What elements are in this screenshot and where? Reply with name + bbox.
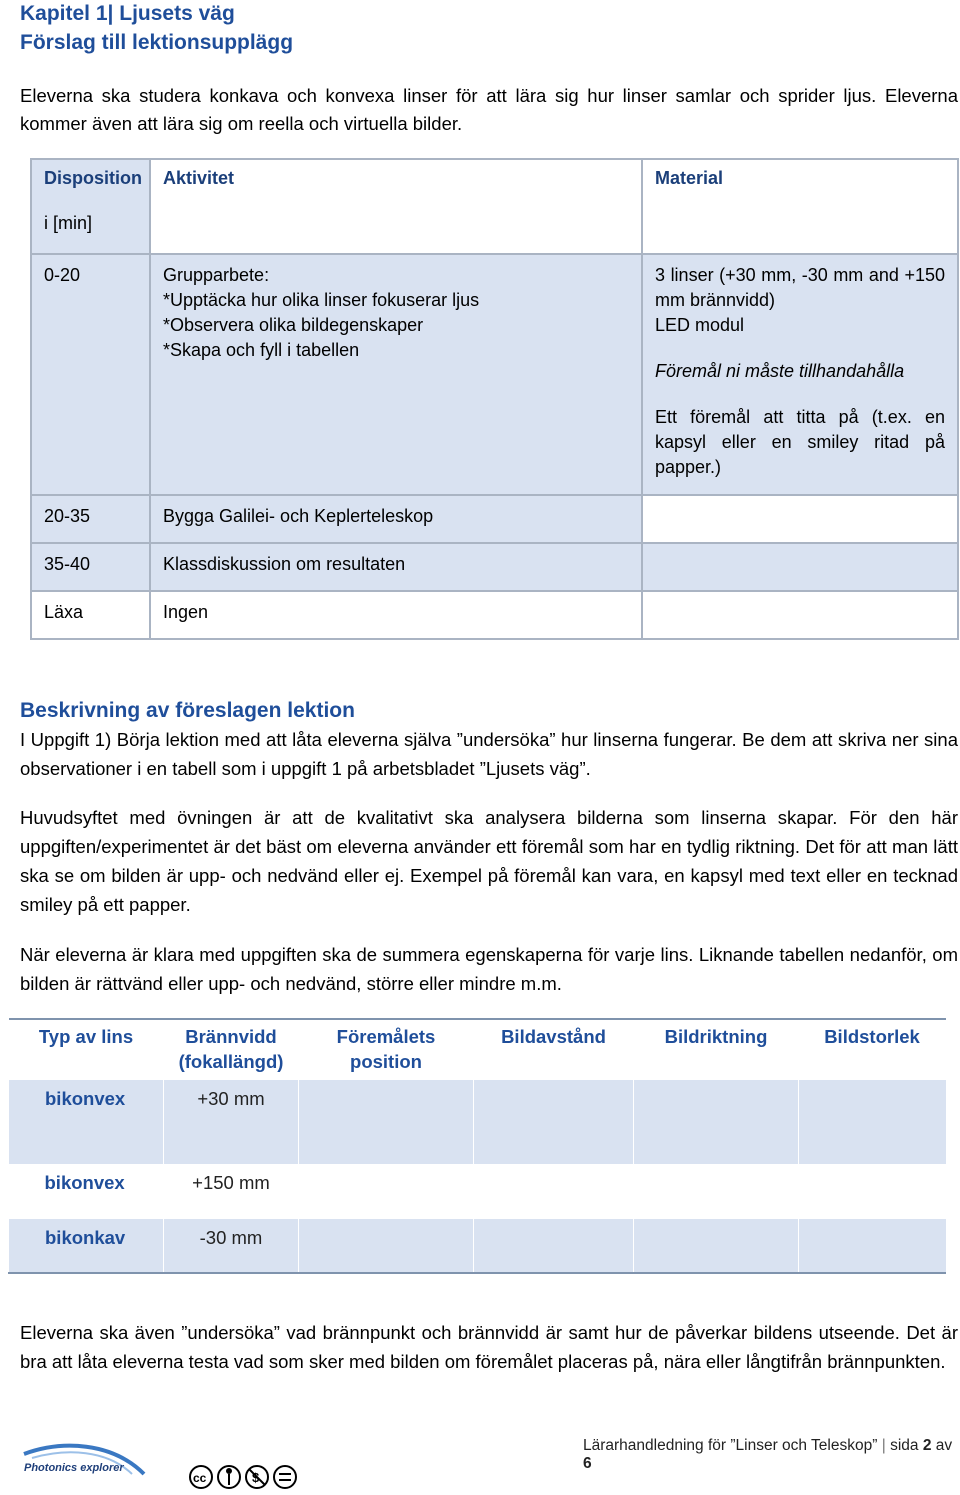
logo-swoosh-icon: [22, 1440, 147, 1480]
activity-cell: Klassdiskussion om resultaten: [150, 543, 642, 591]
logo-text: Photonics explorer: [24, 1462, 124, 1474]
lens-focal: -30 mm: [164, 1219, 299, 1273]
activity-header-cell: [150, 159, 642, 254]
table-cell: [299, 1080, 474, 1164]
footer-of: av: [935, 1437, 953, 1454]
creative-commons-badge: [188, 1464, 300, 1495]
footer-page-total: 6: [583, 1455, 592, 1472]
disposition-table: [30, 158, 959, 640]
lens-table-header: Brännvidd (fokallängd): [164, 1019, 299, 1080]
svg-text:cc: cc: [193, 1471, 207, 1485]
time-cell: Läxa: [31, 591, 150, 639]
lens-table-header: Bildstorlek: [799, 1019, 946, 1080]
lens-focal: +150 mm: [164, 1164, 299, 1219]
activity-header: Aktivitet: [163, 168, 235, 188]
table-cell: [299, 1164, 474, 1219]
time-cell: 0-20: [31, 254, 150, 495]
noderivatives-icon: [274, 1466, 296, 1488]
table-cell: [634, 1080, 799, 1164]
table-cell: [474, 1080, 634, 1164]
material-line: 3 linser (+30 mm, -30 mm and +150 mm brännvidd): [655, 265, 945, 310]
chapter-title: Kapitel 1| Ljusets väg: [20, 2, 235, 25]
material-cell: [642, 254, 958, 495]
table-row: [9, 1219, 946, 1273]
activity-line: Grupparbete:: [163, 265, 270, 285]
time-cell: 35-40: [31, 543, 150, 591]
disposition-unit: i [min]: [44, 213, 93, 233]
material-header-cell: [642, 159, 958, 254]
paragraph: När eleverna är klara med uppgiften ska de summera egenskaperna för varje lins. Liknande tabellen nedanför, om bilden är rättvänd eller upp- och nedvänd, större eller mindre m.m.: [20, 944, 958, 994]
footer-page-number: 2: [922, 1437, 932, 1454]
page-subtitle: Förslag till lektionsupplägg: [20, 31, 294, 54]
svg-text:$: $: [252, 1470, 260, 1485]
table-cell: [299, 1219, 474, 1273]
table-cell: [634, 1219, 799, 1273]
footer-page-label: sida: [890, 1437, 919, 1454]
lens-focal: +30 mm: [164, 1080, 299, 1164]
activity-cell: [150, 254, 642, 495]
table-cell: [799, 1164, 946, 1219]
section-title: Beskrivning av föreslagen lektion: [20, 699, 355, 722]
lens-table: [8, 1018, 946, 1274]
table-cell: [634, 1164, 799, 1219]
lens-table-header: Typ av lins: [9, 1019, 164, 1080]
lens-type: bikonkav: [9, 1219, 164, 1273]
material-cell: [642, 495, 958, 543]
closing-paragraph: Eleverna ska även ”undersöka” vad brännpunkt och brännvidd är samt hur de påverkar bildens utseende. Det är bra att låta eleverna testa vad som sker med bilden om föremålet placeras på, nära eller långtifrån brännpunkten.: [20, 1322, 958, 1372]
lens-table-header: Bildriktning: [634, 1019, 799, 1080]
paragraph: I Uppgift 1) Börja lektion med att låta eleverna själva ”undersöka” hur linserna fungerar. Be dem att skriva ner sina observationer i en tabell som i uppgift 1 på arbetsbladet ”Ljusets väg”.: [20, 729, 958, 779]
disposition-header: Disposition: [44, 168, 142, 188]
time-cell: 20-35: [31, 495, 150, 543]
table-cell: [474, 1219, 634, 1273]
table-cell: [474, 1164, 634, 1219]
intro-paragraph: Eleverna ska studera konkava och konvexa linser för att lära sig hur linser samlar och sprider ljus. Eleverna kommer även att lära sig om reella och virtuella bilder.: [20, 85, 958, 134]
table-row: [9, 1080, 946, 1164]
lens-type: bikonvex: [9, 1164, 164, 1219]
lens-type: bikonvex: [9, 1080, 164, 1164]
lens-table-header: Föremålets position: [299, 1019, 474, 1080]
cc-icon: [190, 1466, 212, 1488]
material-cell: [642, 543, 958, 591]
page-footer: Lärarhandledning för ”Linser och Teleskop” | sida 2 av 6: [583, 1437, 953, 1472]
table-cell: [799, 1219, 946, 1273]
attribution-icon: [218, 1466, 240, 1488]
footer-title: Lärarhandledning för ”Linser och Teleskop”: [583, 1437, 878, 1454]
noncommercial-icon: [246, 1466, 268, 1488]
disposition-header-cell: [31, 159, 150, 254]
activity-cell: Ingen: [150, 591, 642, 639]
paragraph: Huvudsyftet med övningen är att de kvalitativt ska analysera bilderna som linserna skapar. För den här uppgiften/experimentet är det bäst om eleverna använder ett föremål som har en tydlig riktning. Det för att man lätt ska se om bilden är upp- och nedvänd eller ej. Exempel på föremål kan vara, en kapsyl med text eller en tecknad smiley på ett papper.: [20, 807, 958, 915]
activity-cell: Bygga Galilei- och Keplerteleskop: [150, 495, 642, 543]
material-header: Material: [655, 168, 724, 188]
photonics-explorer-logo: [22, 1440, 147, 1485]
activity-line: *Skapa och fyll i tabellen: [163, 340, 360, 360]
material-cell: [642, 591, 958, 639]
table-cell: [799, 1080, 946, 1164]
activity-line: *Upptäcka hur olika linser fokuserar ljus: [163, 290, 480, 310]
material-line: LED modul: [655, 315, 745, 335]
material-provided-note: Föremål ni måste tillhandahålla: [655, 361, 905, 381]
material-object-note: Ett föremål att titta på (t.ex. en kapsyl eller en smiley ritad på papper.): [655, 407, 945, 477]
table-row: [9, 1164, 946, 1219]
lens-table-header: Bildavstånd: [474, 1019, 634, 1080]
activity-line: *Observera olika bildegenskaper: [163, 315, 424, 335]
